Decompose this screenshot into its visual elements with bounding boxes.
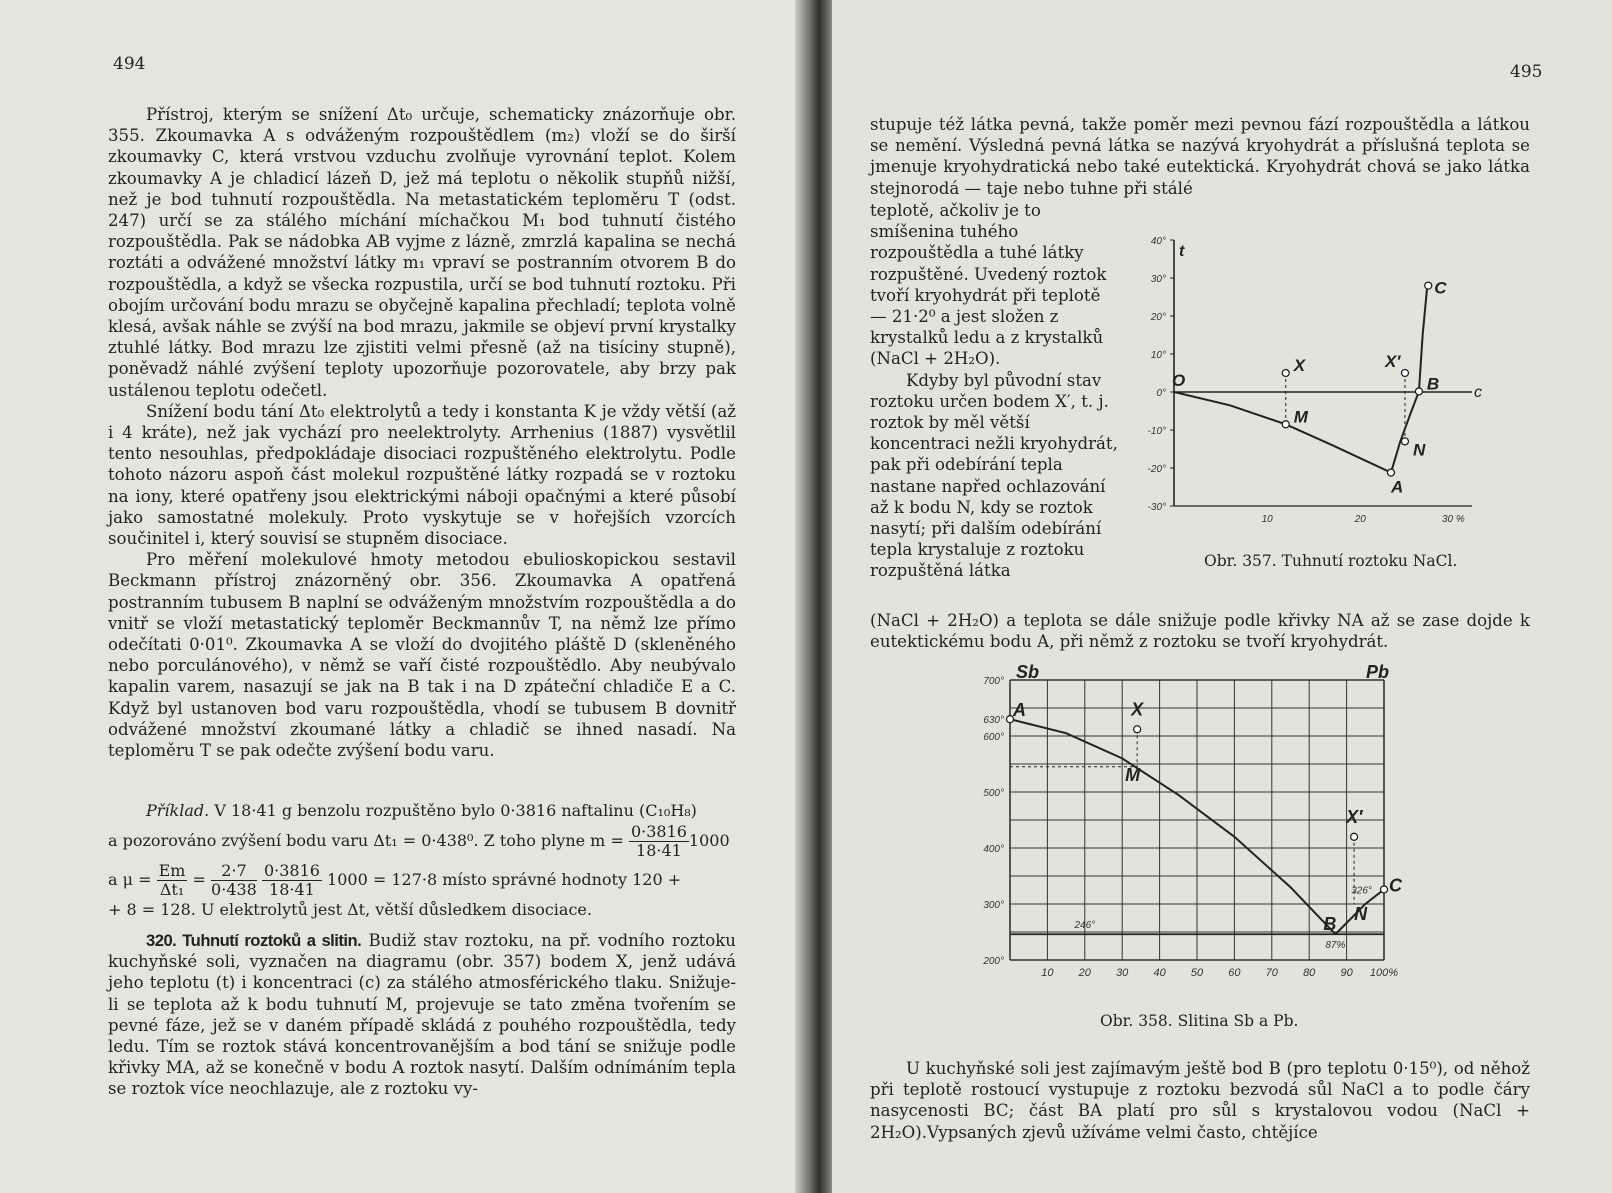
y-tick-label-357: 0° [1156, 388, 1166, 399]
y-tick-label-357: -20° [1147, 464, 1166, 475]
paragraph-3: Pro měření molekulové hmoty metodou ebulioskopickou sestavil Beckmann přístroj znázorněný obr. 356. Zkoumavka A opatřená postranním tubusem B naplní se odváženým množstvím rozpouštědla a do vnitř se vloží metastatický teploměr Beckmannův T, na němž lze přímo odečítati 0·01⁰. Zkoumavka A se vloží do dvojitého pláště D (skleněného nebo porculánového), v němž se vaří čisté rozpouštědlo. Aby neubývalo kapalin varem, nasazují se jak na B tak i na D zpáteční chladiče E a C. Když byl ustanoven bod varu rozpouštědla, vhodí se tubusem B dovnitř odvážené množství zkoumané látky a chladič se ihned nasadí. Na teploměru T se pak odečte zvýšení bodu varu. [108, 550, 736, 761]
frac-m-den: 18·41 [636, 841, 682, 861]
point-label-357: C [1434, 278, 1447, 298]
x-tick-label-358: 80 [1303, 967, 1316, 979]
example-line3: a μ = $\frac{Em}{\text{Δt₁}}$ = $\frac{2\cdot 7}{0\cdot 438}$ $\frac{0\cdot 3816}{18\cdot 41}$ 1000 = 127·8 místo správné hodnoty 120 + [108, 861, 682, 900]
annotation-326: 326° [1351, 885, 1372, 897]
x-tick-label-357: 10 [1261, 514, 1273, 525]
fraction-38 [262, 862, 322, 899]
x-tick-label-358: 90 [1340, 967, 1353, 979]
y-tick-label-358: 500° [983, 788, 1004, 799]
fraction-m [629, 823, 689, 860]
left-body [108, 104, 736, 761]
example-block [108, 800, 736, 920]
mu-label: a μ = [108, 870, 152, 890]
y-tick-label-358: 630° [983, 715, 1004, 727]
section-320 [108, 930, 736, 1100]
curve-357 [1174, 392, 1391, 473]
section-heading: 320. Tuhnutí roztoků a slitin. [146, 931, 362, 950]
y-tick-label-357: 30° [1150, 274, 1166, 285]
point-label-358: X [1131, 699, 1144, 720]
example-text1: V 18·41 g benzolu rozpuštěno bylo 0·3816 naftalinu (C₁₀H₈) [214, 801, 697, 820]
curve-358 [1010, 719, 1335, 934]
x-tick-label-358: 30 [1116, 967, 1129, 979]
point-label-357: N [1412, 440, 1426, 460]
point-label-358: B [1323, 914, 1337, 935]
point-label-358: C [1389, 875, 1402, 896]
x-tick-label-358: 70 [1265, 967, 1278, 979]
example-line1 [108, 800, 736, 821]
fraction-27 [211, 862, 257, 899]
mu-result: 1000 = 127·8 místo správné hodnoty 120 + [327, 870, 682, 890]
x-tick-label-357: 30 % [1441, 514, 1465, 525]
point-label-357: O [1172, 371, 1186, 390]
right-top-text: stupuje též látka pevná, takže poměr mezi pevnou fází rozpouštědla a látkou se nemění. Výsledná pevná látka se nazývá kryohydrát a příslušná teplota se jmenuje kryohydratická nebo také eutektická. Kryohydrát chová se jako látka stejnorodá — taje nebo tuhne při stálé [870, 115, 1530, 198]
example-label: Příklad. [146, 801, 210, 820]
y-tick-label-357: 40° [1150, 236, 1166, 247]
point-357-B [1415, 388, 1422, 395]
x-tick-label-358: 50 [1190, 967, 1204, 979]
point-label-357: X′ [1384, 352, 1401, 371]
y-tick-label-358: 400° [983, 844, 1004, 855]
point-358-X′ [1351, 833, 1358, 840]
example-1000: 1000 [688, 831, 730, 851]
frac-38-den: 18·41 [269, 880, 315, 900]
point-label-358: M [1125, 764, 1141, 785]
label-pb: Pb [1366, 662, 1390, 682]
example-line4: + 8 = 128. U elektrolytů jest Δt, větší důsledkem disociace. [108, 900, 592, 920]
y-tick-label-358: 300° [983, 900, 1004, 911]
point-357-N [1401, 438, 1408, 445]
right-wrap-text [870, 200, 1118, 582]
x-tick-label-358: 10 [1041, 967, 1054, 979]
frac-27-den: 0·438 [211, 880, 257, 900]
point-357-C [1425, 282, 1432, 289]
point-label-357: X [1293, 356, 1306, 375]
point-label-358: N [1354, 904, 1368, 924]
figure-358 [952, 660, 1442, 1015]
figure-357 [1132, 228, 1492, 528]
page-number-right: 495 [1510, 62, 1543, 82]
y-tick-label-357: -10° [1147, 426, 1166, 437]
point-357-X′ [1401, 370, 1408, 377]
y-tick-label-358: 600° [983, 732, 1004, 743]
y-tick-label-357: 20° [1150, 312, 1166, 323]
right-page [832, 0, 1612, 1193]
paragraph-2: Snížení bodu tání Δt₀ elektrolytů a tedy i konstanta K je vždy větší (až i 4 kráte), než jak vychází pro neelektrolyty. Arrhenius (1887) vysvětlil tento nesouhlas, předpokládaje disociaci rozpuštěného elektrolytu. Podle tohoto názoru aspoň část molekul rozpuštěné látky rozpadá se v roztoku na iony, které opatřeny jsou elektrickými náboji opačnými a které působí jako samostatné molekuly. Proto vyskytuje se v hořejších vzorcích součinitel i, který souvisí se stupněm disociace. [108, 401, 736, 549]
x-tick-label-358: 40 [1153, 967, 1166, 979]
point-357-M [1282, 421, 1289, 428]
y-tick-label-357: 10° [1150, 350, 1166, 361]
y-tick-label-358: 700° [983, 676, 1004, 687]
y-label-t: t [1179, 243, 1185, 260]
point-label-357: B [1426, 374, 1440, 394]
right-bottom-text [870, 1058, 1530, 1143]
caption-357: Obr. 357. Tuhnutí roztoku NaCl. [1204, 552, 1458, 570]
point-label-357: A [1390, 477, 1404, 497]
frac-27-num: 2·7 [211, 862, 257, 881]
right-after-fig: (NaCl + 2H₂O) a teplota se dále snižuje podle křivky NA až se zase dojde k eutektickému bodu A, při němž z roztoku se tvoří kryohydrát. [870, 611, 1530, 652]
bottom-para: U kuchyňské soli jest zajímavým ještě bod B (pro teplotu 0·15⁰), od něhož při teplotě rostoucí vystupuje z roztoku bezvodá sůl NaCl a to podle čáry nasycenosti BC; část BA platí pro sůl s krystalovou vodou (NaCl + 2H₂O).Vypsaných zjevů užíváme velmi často, chtějíce [870, 1059, 1530, 1142]
y-tick-label-357: -30° [1147, 502, 1166, 513]
example-text2: a pozorováno zvýšení bodu varu Δt₁ = 0·438⁰. Z toho plyne m = [108, 831, 624, 851]
x-tick-label-358: 20 [1078, 967, 1091, 979]
point-label-357: M [1293, 407, 1308, 427]
annotation-87: 87% [1325, 940, 1346, 952]
label-sb: Sb [1016, 662, 1040, 682]
left-page [0, 0, 805, 1193]
x-tick-label-357: 20 [1354, 514, 1366, 525]
y-tick-label-358: 200° [983, 956, 1004, 967]
point-358-C [1381, 886, 1388, 893]
caption-358: Obr. 358. Slitina Sb a Pb. [1100, 1012, 1299, 1030]
frac-m-num: 0·3816 [630, 822, 687, 842]
x-label-c: c [1474, 384, 1482, 401]
wrap-para-2: Kdyby byl původní stav roztoku určen bodem X′, t. j. roztok by měl větší koncentraci nežli kryohydrát, pak při odebírání tepla nastane napřed ochlazování až k bodu N, kdy se roztok nasytí; při dalším odebírání tepla krystaluje z roztoku rozpuštěná látka [870, 370, 1118, 581]
point-357-A [1387, 469, 1394, 476]
fraction-em [157, 862, 188, 899]
point-label-358: A [1013, 700, 1026, 721]
section-text: Budiž stav roztoku, na př. vodního roztoku kuchyňské soli, vyznačen na diagramu (obr. 357) bodem X, jenž udává jeho teplotu (t) i koncentraci (c) za stálého atmosférického tlaku. Snižuje-li se teplota až k bodu tuhnutí M, projevuje se tato změna tvořením se pevné fáze, jež se v daném případě skládá z pouhého rozpouštědla, tedy ledu. Tím se roztok stává koncentrovanějším a bod tání se snižuje podle křivky MA, až se konečně v bodu A roztok nasytí. Dalším odnímáním tepla se roztok více neochlazuje, ale z roztoku vy- [108, 931, 736, 1099]
annotation-246: 246° [1074, 920, 1096, 932]
point-358-X [1134, 726, 1141, 733]
wrap-para-1: teplotě, ačkoliv je to smíšenina tuhého rozpouštědla a tuhé látky rozpuštěné. Uvedený roztok tvoří kryohydrát při teplotě — 21·2⁰ a jest složen z krystalků ledu a z krystalků (NaCl + 2H₂O). [870, 201, 1107, 369]
frac-38-num: 0·3816 [263, 861, 320, 881]
point-357-X [1282, 370, 1289, 377]
page-number-left: 494 [113, 54, 146, 74]
example-line2 [108, 823, 736, 860]
x-tick-label-358: 60 [1228, 967, 1241, 979]
x-tick-label-358: 100% [1369, 967, 1399, 979]
paragraph-1: Přístroj, kterým se snížení Δt₀ určuje, schematicky znázorňuje obr. 355. Zkoumavka A s odváženým rozpouštědlem (m₂) vloží se do širší zkoumavky C, která vrstvou vzduchu zvolňuje vyrovnání teplot. Kolem zkoumavky A je chladicí lázeň D, jež má teplotu o několik stupňů nižší, než je bod tuhnutí rozpouštědla. Na metastatickém teploměru T (odst. 247) určí se za stálého míchání míchačkou M₁ bod tuhnutí čistého rozpouštědla. Pak se nádobka AB vyjme z lázně, zmrzlá kapalina se nechá roztáti a odvážené množství látky m₁ vpraví se postranním otvorem B do rozpouštědla, a když se všecka rozpustila, určí se bod tuhnutí roztoku. Při obojím určování bodu mrazu se obyčejně kapalina přechladí; teplota volně klesá, avšak náhle se zvýší na bod mrazu, jakmile se objeví první krystalky ztuhlé látky. Bod mrazu lze zjistiti velmi přesně (až na tisíciny stupně), poněvadž náhlé zvýšení teploty upozorňuje pozorovatele, aby brzy pak ustálenou teplotu odečetl. [108, 105, 736, 400]
frac-em-num: Em [158, 861, 186, 881]
point-label-358: X′ [1346, 806, 1363, 827]
frac-em-den: Δt₁ [159, 880, 185, 900]
